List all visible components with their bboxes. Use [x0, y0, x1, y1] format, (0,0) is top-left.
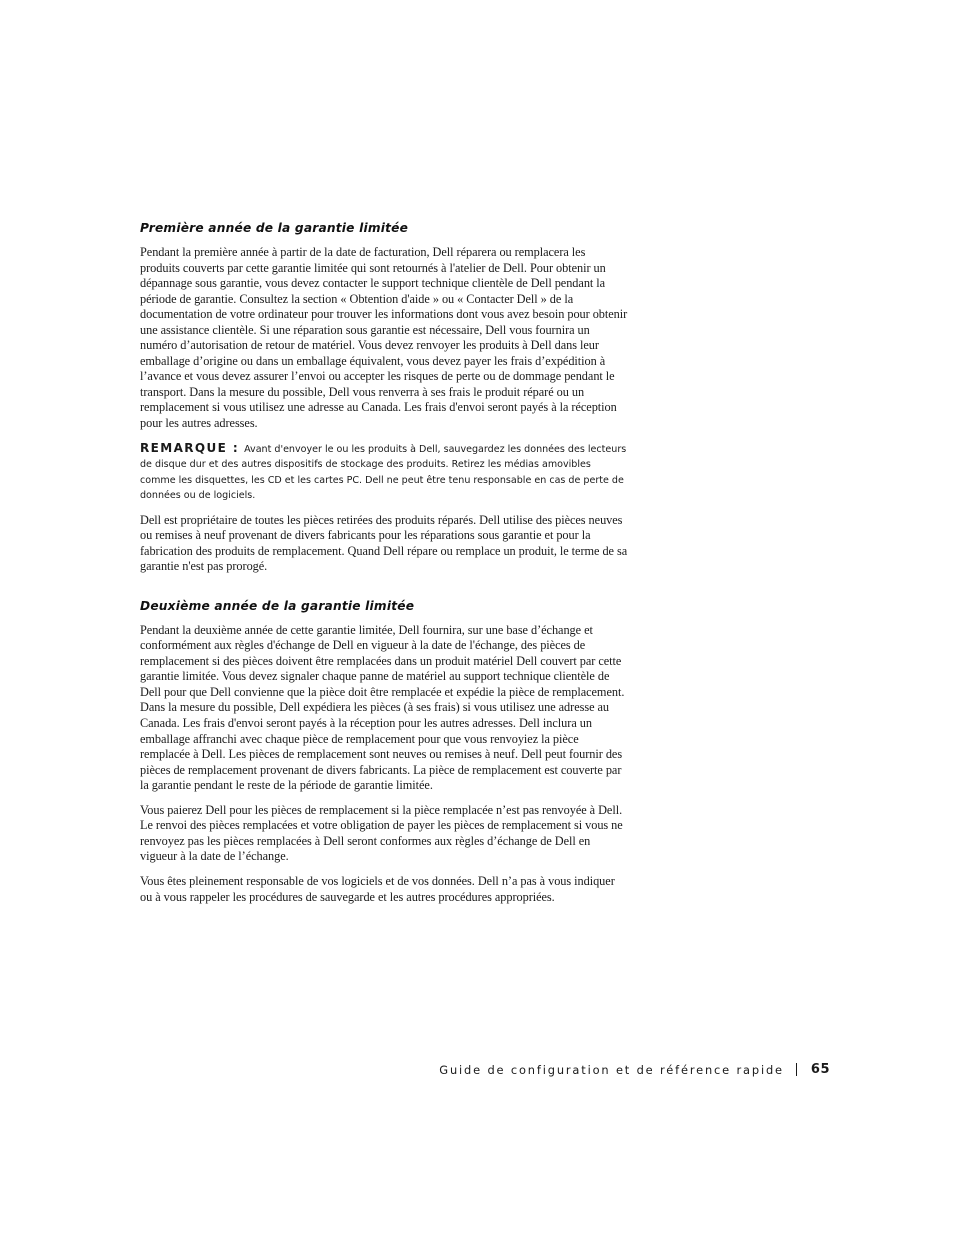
- note-block: [140, 441, 628, 504]
- note-text: Avant d'envoyer le ou les produits à Dell, sauvegardez les données des lecteurs de disque dur et des autres dispositifs de stockage des produits. Retirez les médias amovibles comme les disquettes, les CD et les cartes PC. Dell ne peut être tenu responsable en cas de perte de données ou de logiciels.: [140, 443, 627, 502]
- page-number: 65: [810, 1062, 830, 1077]
- section-heading-first-year: Première année de la garantie limitée: [140, 221, 409, 235]
- paragraph-second-year: Pendant la deuxième année de cette garantie limitée, Dell fournira, sur une base d’échange et conformément aux règles d'échange de Dell en vigueur à la date de l'échange, des pièces de remplacement si des pièces doivent être remplacées dans un produit matériel Dell couvert par cette garantie limitée. Vous devez signaler chaque panne de matériel au support technique clientèle de Dell pour que Dell convienne que la pièce doit être remplacée et expédie la pièce de remplacement. Dans la mesure du possible, Dell expédiera les pièces (à ses frais) si vous utilisez une adresse au Canada. Les frais d'envoi seront payés à la réception pour les autres adresses. Dell inclura un emballage affranchi avec chaque pièce de remplacement pour que vous renvoyiez la pièce remplacée à Dell. Les pièces de remplacement sont neuves ou remises à neuf. Dell peut fournir des pièces de remplacement provenant de divers fabricants. La pièce de remplacement est couverte par la garantie pendant le reste de la période de garantie limitée.: [140, 622, 625, 793]
- footer-separator: [796, 1063, 797, 1076]
- page-content: [140, 219, 628, 914]
- footer-title: Guide de configuration et de référence rapide: [439, 1062, 784, 1077]
- section-heading-second-year: Deuxième année de la garantie limitée: [140, 598, 415, 613]
- paragraph-parts-ownership: Dell est propriétaire de toutes les pièces retirées des produits réparés. Dell utilise des pièces neuves ou remises à neuf provenant de divers fabricants pour les réparations sous garantie et pour la fabrication des produits de remplacement. Quand Dell répare ou remplace un produit, le terme de sa garantie n'est pas prorogé.: [140, 512, 628, 574]
- page-footer: [439, 1062, 830, 1077]
- paragraph-replacement-payment: Vous paierez Dell pour les pièces de remplacement si la pièce remplacée n’est pas renvoyée à Dell. Le renvoi des pièces remplacées et votre obligation de payer les pièces de remplacement si vous ne renvoyez pas les pièces remplacées à Dell seront conformes aux règles d’échange de Dell en vigueur à la date de l’échange.: [140, 802, 623, 864]
- paragraph-first-year: Pendant la première année à partir de la date de facturation, Dell réparera ou remplacera les produits couverts par cette garantie limitée qui sont retournés à l'atelier de Dell. Pour obtenir un dépannage sous garantie, vous devez contacter le support technique clientèle de Dell pendant la période de garantie. Consultez la section « Obtention d'aide » ou « Contacter Dell » de la documentation de votre ordinateur pour trouver les informations dont vous avez besoin pour obtenir une assistance clientèle. Si une réparation sous garantie est nécessaire, Dell vous fournira un numéro d’autorisation de retour de matériel. Vous devez renvoyer les produits à Dell dans leur emballage d’origine ou dans un emballage équivalent, vous devez payer les frais d’expédition à l’avance et vous devez assurer l’envoi ou accepter les risques de perte ou de dommage pendant le transport. Dans la mesure du possible, Dell vous renverra à ses frais le produit réparé ou un remplacement si vous utilisez une adresse au Canada. Les frais d'envoi seront payés à la réception pour les autres adresses.: [140, 245, 628, 431]
- note-label: REMARQUE :: [140, 440, 240, 455]
- paragraph-software-responsibility: Vous êtes pleinement responsable de vos logiciels et de vos données. Dell n’a pas à vous indiquer ou à vous rappeler les procédures de sauvegarde et les autres procédures appropriées.: [140, 873, 615, 904]
